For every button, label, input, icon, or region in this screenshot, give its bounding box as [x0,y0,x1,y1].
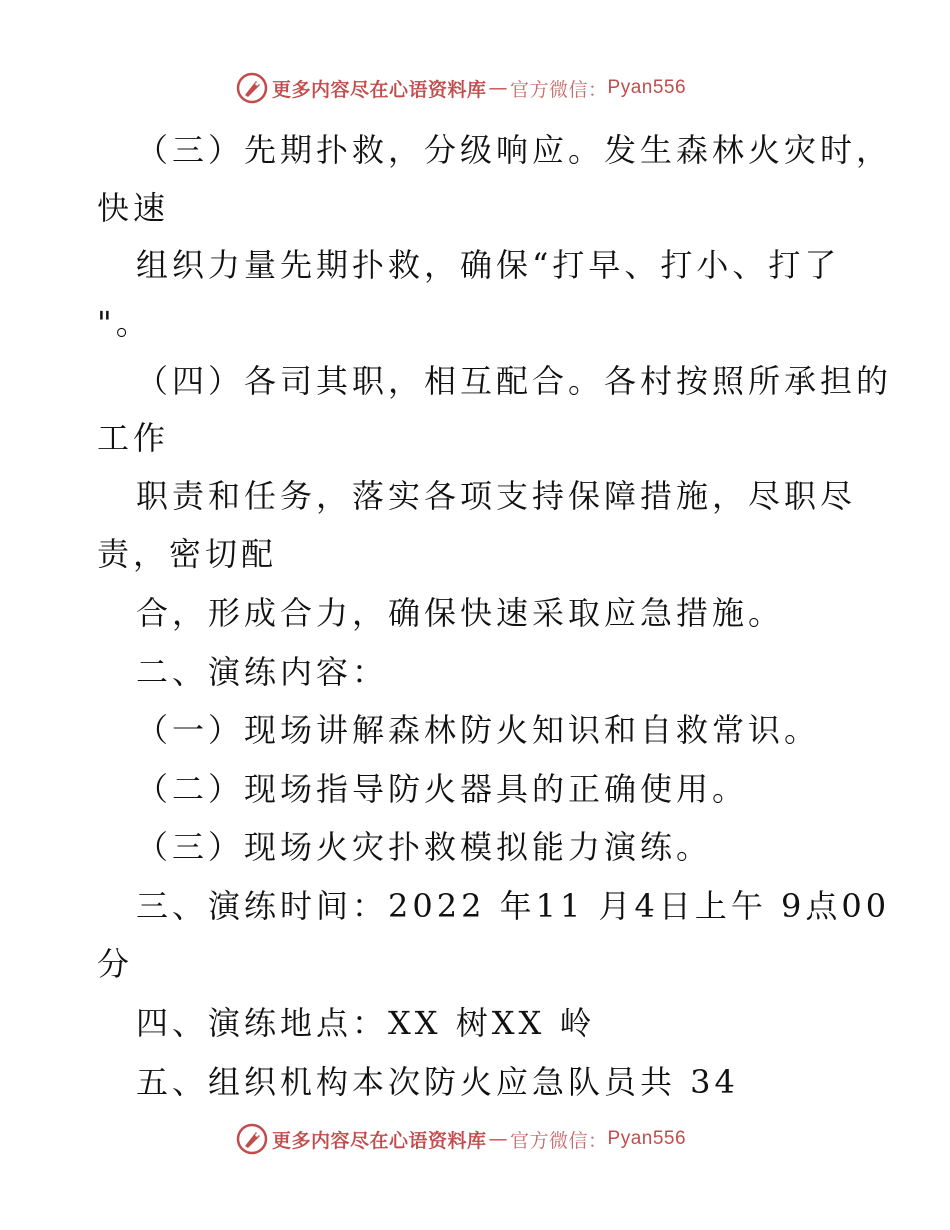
text-line: 组织力量先期扑救，确保“打早、打小、打了 [136,246,841,284]
list-item: （三）现场火灾扑救模拟能力演练。 [136,828,713,866]
pen-nib-logo-icon [236,72,268,104]
section-heading: 二、演练内容： [136,653,389,691]
section-heading: 三、演练时间：2022 年11 月4日上午 9点00 [136,887,891,925]
header-dash: — [488,77,509,99]
section-heading: 五、组织机构本次防火应急队员共 34 [136,1063,739,1101]
footer-prefix: 官方微信： [510,1129,608,1152]
list-item: （一）现场讲解森林防火知识和自救常识。 [136,711,821,749]
header-banner [236,72,686,104]
footer-dash: — [488,1128,509,1150]
list-item: （二）现场指导防火器具的正确使用。 [136,770,749,808]
text-line: 快速 [97,189,170,227]
text-line: （三）先期扑救，分级响应。发生森林火灾时， [136,131,893,169]
header-prefix: 官方微信： [510,78,608,101]
footer-banner [236,1123,686,1155]
text-line: 责，密切配 [97,535,278,573]
section-heading: 四、演练地点：XX 树XX 岭 [136,1004,596,1042]
text-line: 职责和任务，落实各项支持保障措施，尽职尽 [136,477,857,515]
pen-nib-logo-icon [236,1123,268,1155]
header-wechat-id: Pyan556 [607,77,687,98]
text-line: "。 [97,304,152,342]
text-line: 分 [97,945,134,983]
footer-brand: 更多内容尽在心语资料库 [272,1129,487,1152]
footer-wechat-id: Pyan556 [607,1128,687,1149]
text-line: 合，形成合力，确保快速采取应急措施。 [136,594,785,632]
text-line: （四）各司其职，相互配合。各村按照所承担的 [136,362,893,400]
header-brand: 更多内容尽在心语资料库 [272,78,487,101]
text-line: 工作 [97,419,170,457]
